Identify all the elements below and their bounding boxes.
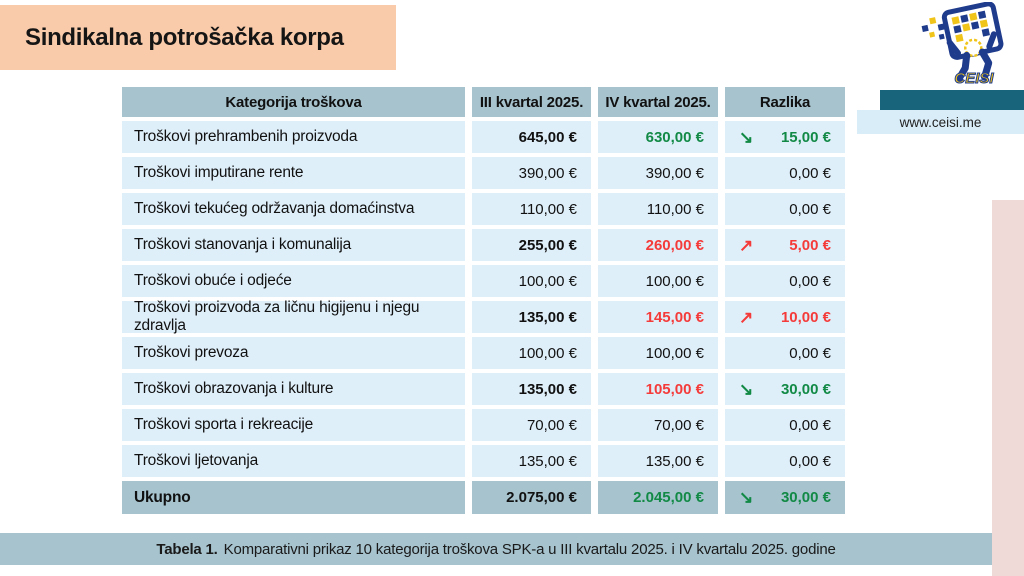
trend-down-icon: ↘ [739,127,754,147]
table-row-category: Troškovi prehrambenih proizvoda [122,121,465,153]
total-q3-value: 2.075,00 € [472,481,591,514]
table-row-category: Troškovi sporta i rekreacije [122,409,465,441]
q4-value: 135,00 € [598,445,718,477]
q4-value: 260,00 € [598,229,718,261]
diff-cell [725,121,845,153]
diff-value: 0,00 € [789,416,831,434]
diff-value: 30,00 € [780,380,831,398]
q4-value: 100,00 € [598,337,718,369]
caption-label: Tabela 1. [156,540,218,558]
q4-value: 145,00 € [598,301,718,333]
caption-text: Komparativni prikaz 10 kategorija troškova SPK-a u III kvartalu 2025. i IV kvartalu 2025. godine [223,540,836,558]
trend-up-icon: ↗ [739,235,754,255]
q3-value: 100,00 € [472,265,591,297]
q4-value: 390,00 € [598,157,718,189]
column-header-category: Kategorija troškova [122,87,465,117]
q3-value: 70,00 € [472,409,591,441]
trend-down-icon: ↘ [739,379,754,399]
q4-value: 70,00 € [598,409,718,441]
q3-value: 110,00 € [472,193,591,225]
diff-value: 0,00 € [789,452,831,470]
diff-cell [725,301,845,333]
trend-down-icon: ↘ [739,488,754,507]
diff-value: 10,00 € [780,308,831,326]
q3-value: 135,00 € [472,301,591,333]
column-header-q3: III kvartal 2025. [472,87,591,117]
column-header-q4: IV kvartal 2025. [598,87,718,117]
diff-cell [725,193,845,225]
table-row-category: Troškovi tekućeg održavanja domaćinstva [122,193,465,225]
website-url: www.ceisi.me [899,114,982,130]
diff-cell [725,265,845,297]
q4-value: 100,00 € [598,265,718,297]
total-diff-value: 30,00 € [780,489,831,506]
diff-value: 0,00 € [789,200,831,218]
q3-value: 390,00 € [472,157,591,189]
diff-value: 15,00 € [780,128,831,146]
trend-up-icon: ↗ [739,307,754,327]
pink-accent-strip [992,200,1024,576]
diff-cell [725,445,845,477]
page-title-box [0,5,396,70]
page-title: Sindikalna potrošačka korpa [25,23,344,51]
q3-value: 100,00 € [472,337,591,369]
table-row-category: Troškovi proizvoda za ličnu higijenu i njegu zdravlja [122,301,465,333]
diff-cell [725,409,845,441]
website-bar [857,110,1024,134]
total-row-label: Ukupno [122,481,465,514]
diff-value: 0,00 € [789,272,831,290]
diff-value: 0,00 € [789,344,831,362]
diff-value: 5,00 € [789,236,831,254]
table-row-category: Troškovi obuće i odjeće [122,265,465,297]
table-row-category: Troškovi imputirane rente [122,157,465,189]
teal-accent-bar [880,90,1024,110]
column-header-diff: Razlika [725,87,845,117]
total-q4-value: 2.045,00 € [598,481,718,514]
q3-value: 135,00 € [472,373,591,405]
ceisi-logo [920,2,1020,88]
diff-cell [725,373,845,405]
q4-value: 630,00 € [598,121,718,153]
q4-value: 105,00 € [598,373,718,405]
diff-value: 0,00 € [789,164,831,182]
q3-value: 135,00 € [472,445,591,477]
q3-value: 255,00 € [472,229,591,261]
diff-cell [725,229,845,261]
table-caption [0,533,992,565]
table-row-category: Troškovi prevoza [122,337,465,369]
table-row-category: Troškovi stanovanja i komunalija [122,229,465,261]
ceisi-logo-text: CEISI [954,70,994,87]
total-diff-cell [725,481,845,514]
costs-table [122,87,845,514]
ceisi-logo-icon [920,2,1020,88]
q3-value: 645,00 € [472,121,591,153]
q4-value: 110,00 € [598,193,718,225]
table-row-category: Troškovi obrazovanja i kulture [122,373,465,405]
table-row-category: Troškovi ljetovanja [122,445,465,477]
diff-cell [725,337,845,369]
diff-cell [725,157,845,189]
